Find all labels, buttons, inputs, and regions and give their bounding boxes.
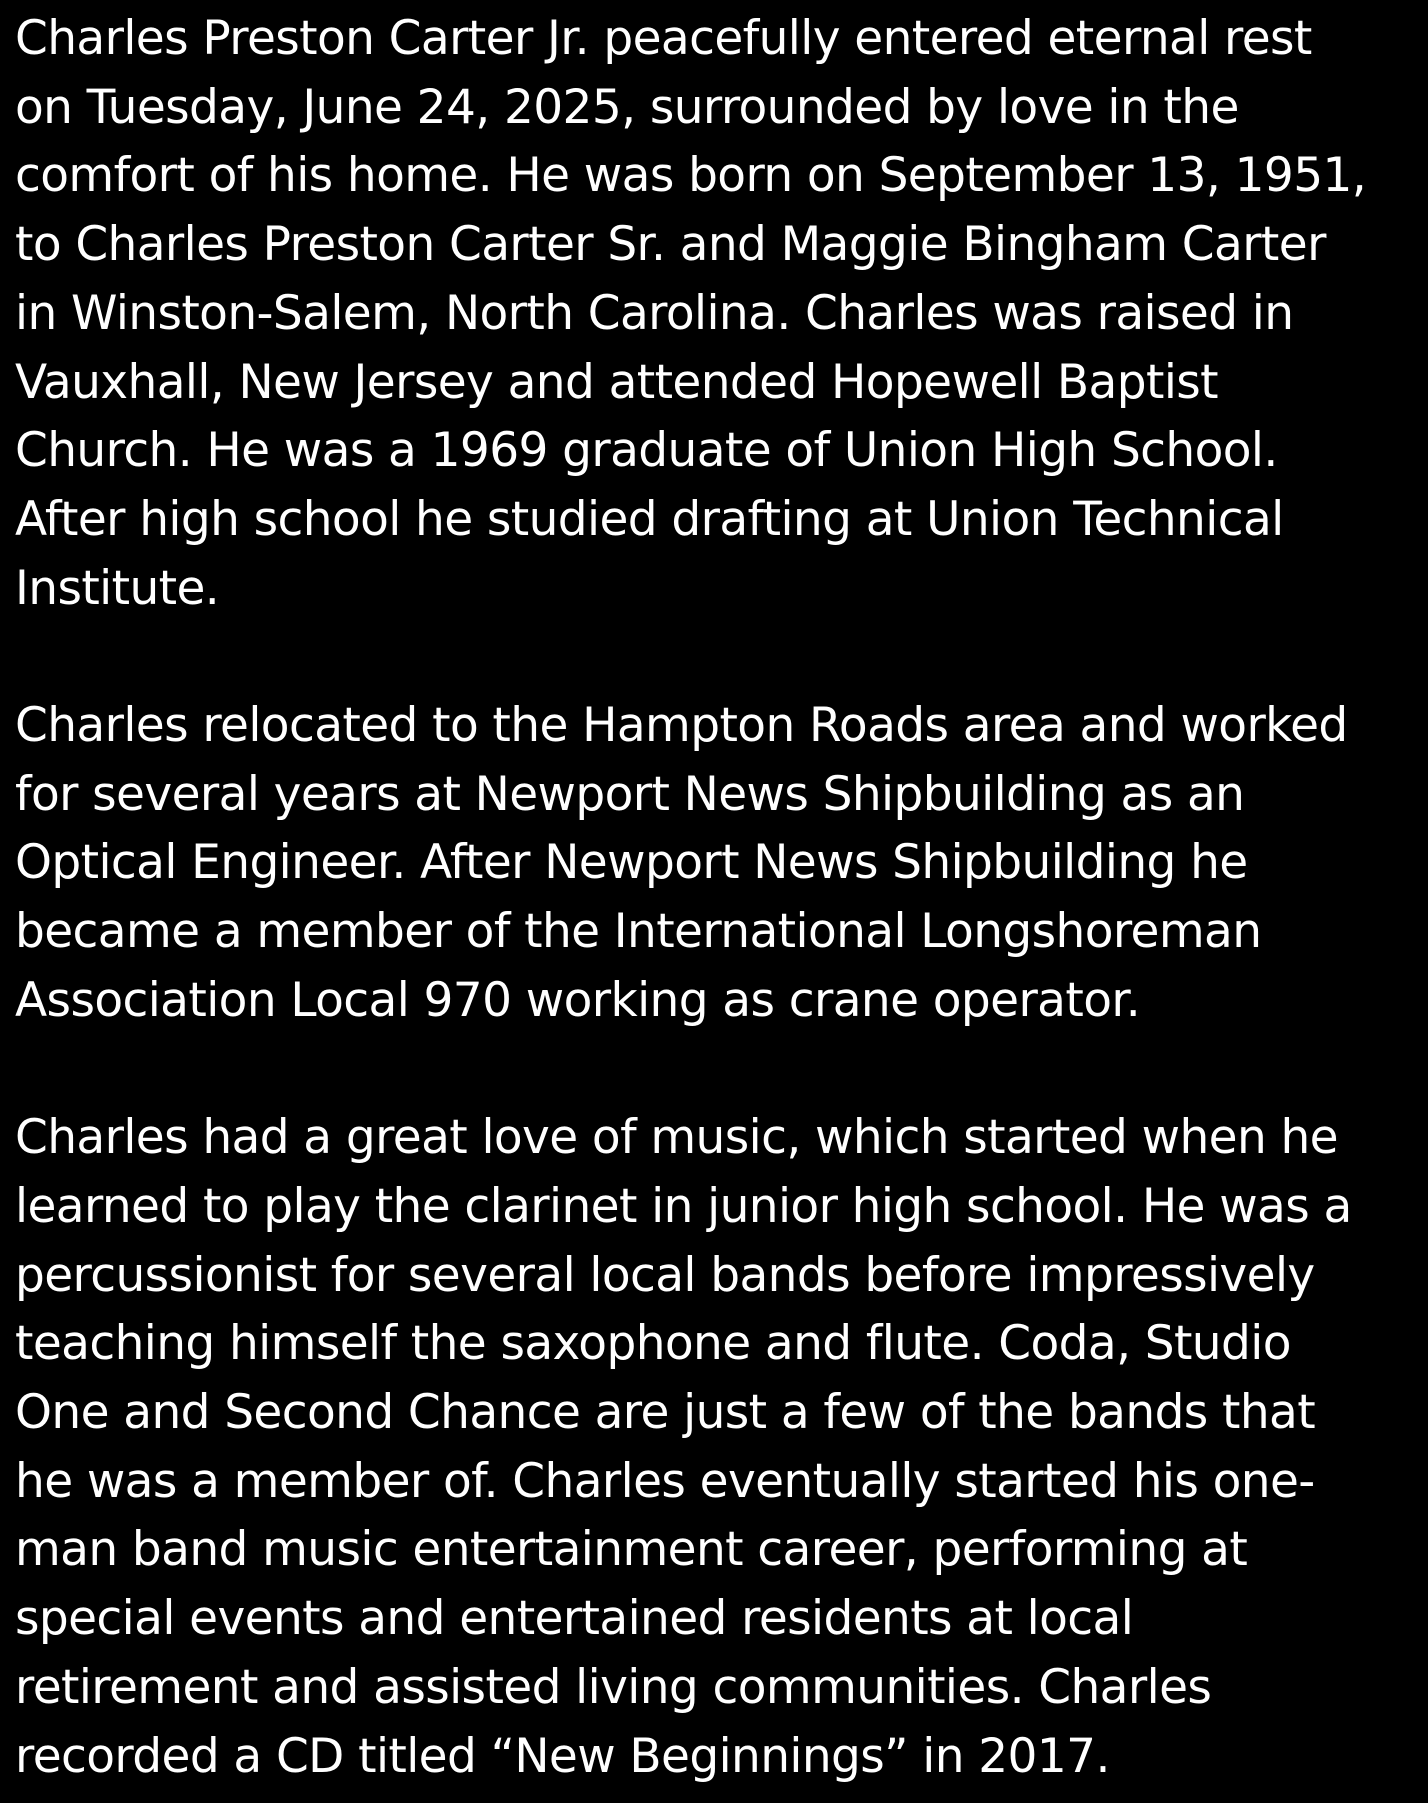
paragraph-spacer	[15, 623, 1425, 692]
text-line: special events and entertained residents at local	[15, 1591, 1134, 1647]
text-line: he was a member of. Charles eventually started his one-	[15, 1453, 1315, 1509]
text-line: Association Local 970 working as crane operator.	[15, 972, 1141, 1028]
text-line: Charles had a great love of music, which started when he	[15, 1110, 1338, 1166]
text-line: Charles Preston Carter Jr. peacefully entered eternal rest	[15, 11, 1312, 66]
text-line: retirement and assisted living communities. Charles	[15, 1659, 1212, 1715]
paragraph-early-life	[15, 5, 1425, 623]
text-line: percussionist for several local bands before impressively	[15, 1247, 1315, 1303]
obituary-text	[15, 5, 1425, 1791]
text-line: After high school he studied drafting at Union Technical	[15, 491, 1284, 547]
paragraph-career	[15, 692, 1425, 1036]
text-line: on Tuesday, June 24, 2025, surrounded by love in the	[15, 79, 1239, 135]
text-line: for several years at Newport News Shipbuilding as an	[15, 766, 1245, 822]
text-line: learned to play the clarinet in junior high school. He was a	[15, 1178, 1352, 1234]
text-line: became a member of the International Longshoreman	[15, 904, 1262, 960]
text-line: man band music entertainment career, performing at	[15, 1522, 1248, 1578]
text-line: Optical Engineer. After Newport News Shipbuilding he	[15, 835, 1248, 891]
text-line: Charles relocated to the Hampton Roads area and worked	[15, 698, 1348, 754]
paragraph-music	[15, 1104, 1425, 1791]
text-line: One and Second Chance are just a few of the bands that	[15, 1385, 1316, 1441]
text-line: in Winston-Salem, North Carolina. Charles was raised in	[15, 285, 1294, 341]
text-line: comfort of his home. He was born on September 13, 1951,	[15, 148, 1367, 204]
paragraph-spacer	[15, 1036, 1425, 1105]
text-line: Church. He was a 1969 graduate of Union High School.	[15, 423, 1278, 479]
text-line: to Charles Preston Carter Sr. and Maggie Bingham Carter	[15, 217, 1326, 273]
text-line: recorded a CD titled “New Beginnings” in 2017.	[15, 1728, 1110, 1784]
text-line: Institute.	[15, 560, 220, 616]
text-line: Vauxhall, New Jersey and attended Hopewell Baptist	[15, 354, 1218, 410]
text-line: teaching himself the saxophone and flute. Coda, Studio	[15, 1316, 1291, 1372]
